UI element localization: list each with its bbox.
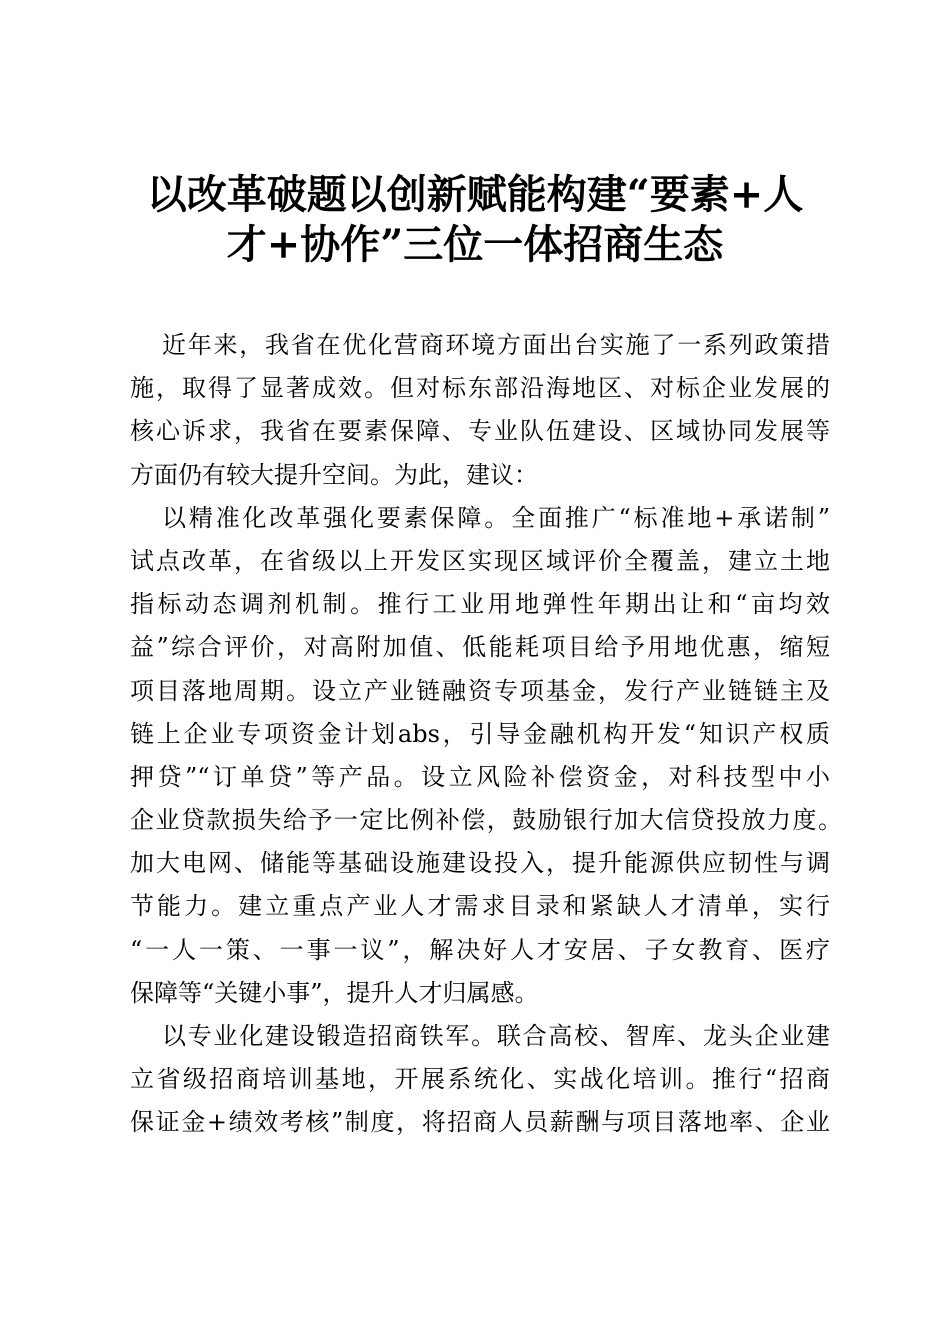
- text-line: 押贷”“订单贷”等产品。设立风险补偿资金，对科技型中小: [130, 762, 830, 791]
- text-line: 保障等“关键小事”，提升人才归属感。: [130, 978, 539, 1007]
- text-line: “一人一策、一事一议”，解决好人才安居、子女教育、医疗: [130, 935, 830, 964]
- text-line: 核心诉求，我省在要素保障、专业队伍建设、区域协同发展等: [130, 417, 830, 446]
- text-line: 项目落地周期。设立产业链融资专项基金，发行产业链链主及: [130, 676, 830, 705]
- text-line: 以专业化建设锻造招商铁军。联合高校、智库、龙头企业建: [162, 1022, 830, 1050]
- text-line: 链上企业专项资金计划abs，引导金融机构开发“知识产权质: [130, 719, 830, 748]
- text-line: 益”综合评价，对高附加值、低能耗项目给予用地优惠，缩短: [130, 633, 830, 662]
- text-line: 加大电网、储能等基础设施建设投入，提升能源供应韧性与调: [130, 849, 830, 878]
- text-line: 以精准化改革强化要素保障。全面推广“标准地+承诺制”: [162, 503, 830, 532]
- document-body: [130, 324, 842, 1145]
- document-title-line-2: 才+协作”三位一体招商生态: [226, 221, 724, 268]
- text-line: 节能力。建立重点产业人才需求目录和紧缺人才清单，实行: [130, 892, 830, 921]
- text-line: 保证金+绩效考核”制度，将招商人员薪酬与项目落地率、企业: [130, 1108, 830, 1137]
- text-line: 近年来，我省在优化营商环境方面出台实施了一系列政策措: [162, 331, 830, 359]
- text-line: 立省级招商培训基地，开展系统化、实战化培训。推行“招商: [130, 1065, 830, 1094]
- text-line: 试点改革，在省级以上开发区实现区域评价全覆盖，建立土地: [130, 546, 830, 575]
- text-line: 企业贷款损失给予一定比例补偿，鼓励银行加大信贷投放力度。: [130, 806, 842, 835]
- text-line: 指标动态调剂机制。推行工业用地弹性年期出让和“亩均效: [130, 590, 830, 619]
- text-line: 施，取得了显著成效。但对标东部沿海地区、对标企业发展的: [130, 374, 830, 403]
- text-line: 方面仍有较大提升空间。为此，建议：: [130, 460, 538, 489]
- document-title-line-1: 以改革破题以创新赋能构建“要素+人: [146, 171, 804, 218]
